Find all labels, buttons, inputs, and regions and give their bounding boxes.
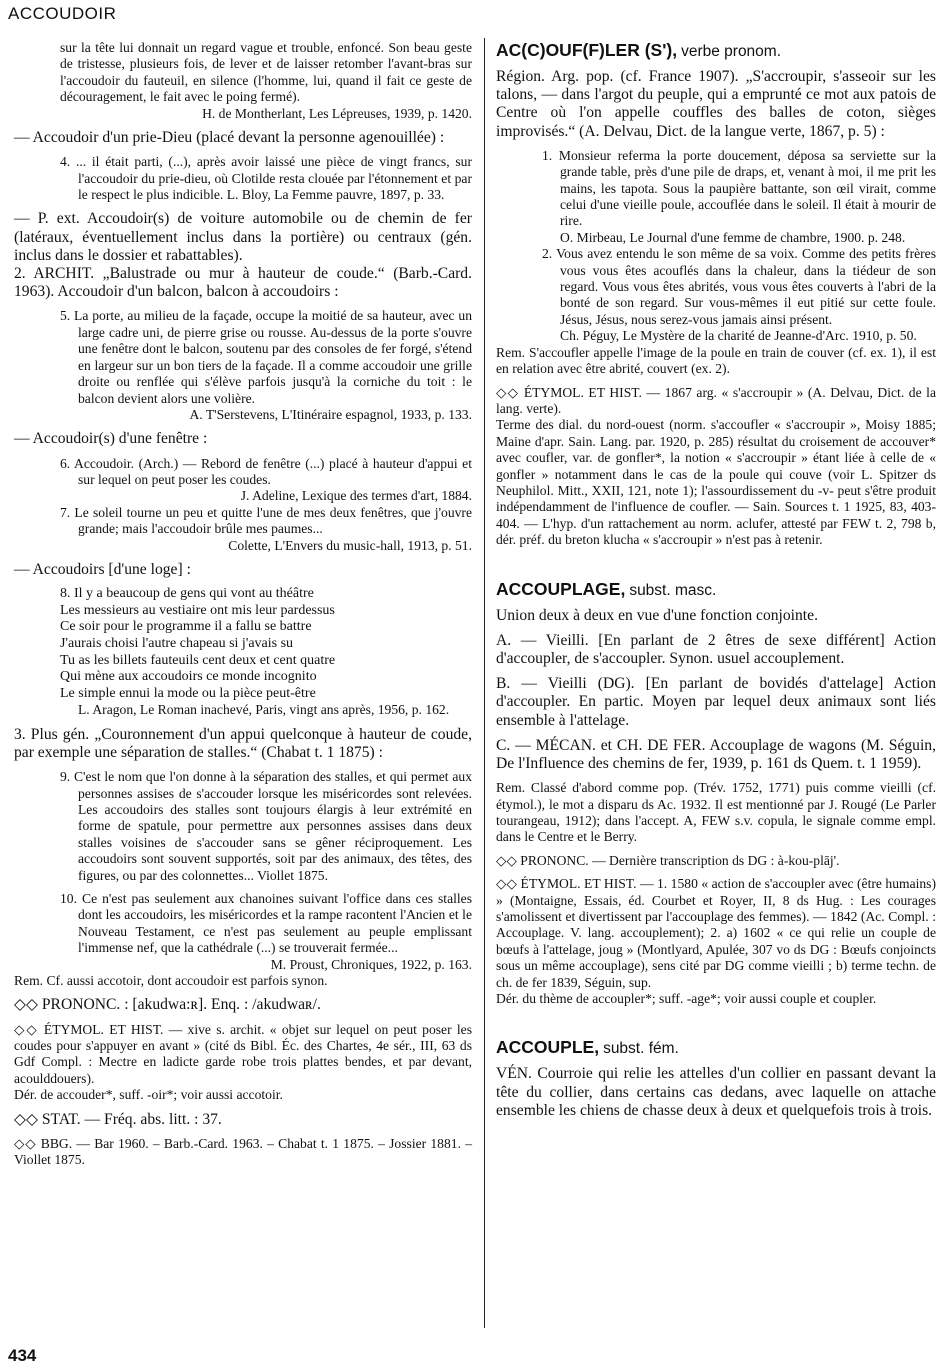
citation-source: A. T'Serstevens, L'Itinéraire espagnol, 1933, p. 133. <box>189 406 472 422</box>
citation-source: O. Mirbeau, Le Journal d'une femme de chambre, 1900. p. 248. <box>560 229 906 245</box>
derivation-note: Dér. du thème de accoupler*; suff. -age*; voir aussi couple et coupler. <box>496 991 877 1007</box>
definition: — Accoudoir d'un prie-Dieu (placé devant la personne agenouillée) : <box>14 129 445 147</box>
part-of-speech: verbe pronom. <box>681 43 782 60</box>
citation-text: 5. La porte, au milieu de la façade, occupe la moitié de sa hauteur, avec un large cadre uni, de pierre grise ou rousse. Au-dessus de la porte s'ouvre une fenêtre dont le balcon, soutenu par des consoles de fer forgé, s'étend en largeur sur un bon tiers de la façade. Il a comme accoudoir une grille droite ou renflée qui s'élève parfois jusqu'à la corniche du toit : le balcon devient alors une volière. <box>60 308 472 406</box>
bibliography-section: ◇◇ BBG. — Bar 1960. – Barb.-Card. 1963. – Chabat t. 1 1875. – Jossier 1881. – Viollet 1875. <box>14 1135 472 1168</box>
verse-line: J'aurais choisi l'autre chapeau si j'avais su <box>60 635 294 651</box>
citation-text: 7. Le soleil tourne un peu et quitte l'une de mes deux fenêtres, que j'ouvre grande; mais l'accoudoir brûle mes paumes... <box>60 504 472 537</box>
verse-line: Les messieurs au vestiaire ont mis leur pardessus <box>60 602 335 618</box>
page-number: 434 <box>8 1346 37 1365</box>
headword: ACCOUPLE, <box>496 1037 600 1058</box>
etymology-note: Terme des dial. du nord-ouest (norm. s'accoufler « s'accroupir », Moisy 1885; Maine d'apr. Sain. Lang. par. 1920, p. 285) résultat du croisement de accouver* avec coufler, var. de gonfler*, la notion « s'accroupir » étant liée à celle de « gonfler » notamment dans le cas de la poule qui couve (voir L. Spitzer ds Neuphilol. Mitt., XXII, 121, note 1); l'assourdissement du -v- peut s'être produit indépendamment de l'influence de coufler. — Sain. Sources t. 1 1925, 83, 403-404. — L'hyp. d'un rattachement au norm. aclufer, attesté par FEW t. 2, 798 b, dér. préf. du breton klucha « s'accroupir » n'est pas à retenir. <box>496 417 936 548</box>
running-head: ACCOUDOIR <box>8 4 117 23</box>
citation-source: H. de Montherlant, Les Lépreuses, 1939, p. 1420. <box>202 105 472 121</box>
citation-text: 10. Ce n'est pas seulement aux chanoines suivant l'office dans ces stalles dont les accoudoirs, les miséricordes et la rampe racontent l'Ancien et le Nouveau Testament, ce n'est pas seulement au peuple emplissant l'immense nef, que la cathédrale (...) se trouverait fermée... <box>60 890 472 956</box>
pronunciation-section: ◇◇ PRONONC. — Dernière transcription ds DG : à-kou-plāj'. <box>496 852 840 868</box>
statistics-section: ◇◇ STAT. — Fréq. abs. litt. : 37. <box>14 1110 222 1128</box>
remark: Rem. S'accoufler appelle l'image de la poule en train de couver (cf. ex. 1), il est en relation avec être abrité, couvert (ex. 2). <box>496 344 936 377</box>
part-of-speech: subst. masc. <box>629 581 717 599</box>
citation-text: 4. ... il était parti, (...), après avoir laissé une pièce de vingt francs, sur l'accoudoir du prie-dieu, où Clotilde resta clouée par l'étonnement et par le respect le plus indicible. L. Bloy, La Femme pauvre, 1897, p. 33. <box>60 154 472 203</box>
definition: 3. Plus gén. „Couronnement d'un appui quelconque à hauteur de coude, par exemple une séparation de stalles.“ (Chabat t. 1 1875) : <box>14 725 472 761</box>
sense-a: A. — Vieilli. [En parlant de 2 êtres de sexe différent] Action d'accoupler, de s'accoupler. Synon. usuel accouplement. <box>496 631 936 667</box>
verse-line: Ce soir pour le programme il a fallu se battre <box>60 619 312 635</box>
definition: VÉN. Courroie qui relie les attelles d'un collier en passant devant la tête du collier, dans certains cas dedans, avec laquelle on attache ensemble les chiens de chasse deux à deux et quelquefois trois à trois. <box>496 1065 936 1119</box>
definition: — Accoudoirs [d'une loge] : <box>14 560 191 578</box>
citation-text: 9. C'est le nom que l'on donne à la séparation des stalles, et qui permet aux personnes assises de s'accouder lorsque les miséricordes sont relevées. Les accoudoirs des stalles sont toujours élargis à leur extrémité en forme de spatule, pour permettre aux personnes assises dans deux stalles voisines de s'accouder sans se gêner réciproquement. Les accoudoirs sont souvent supportés, soit par des animaux, des têtes, des figures, ou par des colonnettes... Viollet 1875. <box>60 769 472 883</box>
citation-source: L. Aragon, Le Roman inachevé, Paris, vingt ans après, 1956, p. 162. <box>78 702 450 718</box>
sense-c: C. — MÉCAN. et CH. DE FER. Accouplage de wagons (M. Séguin, De l'Influence des chemins de fer, 1939, p. 161 ds Quem. t. 1 1959). <box>496 736 936 772</box>
headword: ACCOUPLAGE, <box>496 578 626 599</box>
citation-text: sur la tête lui donnait un regard vague et trouble, enfoncé. Son beau geste de tristesse, plusieurs fois, de lever et de laisser retomber l'avant-bras sur l'accoudoir du fauteuil, en silence (l'homme, lui, quand il fait ce geste de découragement, le fait avec le poing fermé). <box>60 40 472 105</box>
column-divider <box>484 38 485 1328</box>
definition: — Accoudoir(s) d'une fenêtre : <box>14 430 208 448</box>
definition: Union deux à deux en vue d'une fonction conjointe. <box>496 606 818 624</box>
pronunciation-section: ◇◇ PRONONC. : [akudwa:ʀ]. Enq. : /akudwaʀ/. <box>14 996 321 1014</box>
verse-line: Qui mène aux accoudoirs ce monde incognito <box>60 669 317 685</box>
citation-text: 2. Vous avez entendu le son même de sa voix. Comme des petits frères vous vous êtes acouflés dans la chaleur, dans la tiédeur de son regard. Vous vous êtes abrités, vous vous êtes couverts à l'abri de la bonté de son regard. Sur vous-mêmes il eut pitié sur cette foule. Jésus, Jésus, nous serez-vous jamais ainsi présent. <box>542 246 936 327</box>
verse-line: Tu as les billets fauteuils cent deux et cent quatre <box>60 652 336 668</box>
etymology-section: ◇◇ ÉTYMOL. ET HIST. — 1. 1580 « action de s'accoupler avec (être humains) » (Montaigne, Essais, éd. Courbet et Royer, II, 8 ds Hug. : Les courages s'amolissent et divertissent par l'accouplage des femmes). — 1842 (Ac. Compl. : Accouplage. V. lang. accouplement); 2. a) 1602 « ce qui relie un couple de bœufs à l'attelage, joug » (Montlyard, Apulée, 307 vo ds DG : Bœufs conjoincts sous un même accouplage), sens cité par DG comme vieilli ; b) terme techn. de ch. de fer 1839, Séguin, sup. <box>496 876 936 990</box>
verse-line: Le simple ennui la mode ou la pièce peut-être <box>60 685 316 701</box>
right-column <box>496 40 936 1120</box>
definition: 2. ARCHIT. „Balustrade ou mur à hauteur de coude.“ (Barb.-Card. 1963). Accoudoir d'un balcon, balcon à accoudoirs : <box>14 265 472 301</box>
derivation-note: Dér. de accouder*, suff. -oir*; voir aussi accotoir. <box>14 1087 283 1103</box>
citation-source: Ch. Péguy, Le Mystère de la charité de Jeanne-d'Arc. 1910, p. 50. <box>560 328 917 344</box>
remark: Rem. Cf. aussi accotoir, dont accoudoir est parfois synon. <box>14 973 328 988</box>
citation-text: 6. Accoudoir. (Arch.) — Rebord de fenêtre (...) placé à hauteur d'appui et sur lequel on peut poser les coudes. <box>60 455 472 487</box>
etymology-section: ◇◇ ÉTYMOL. ET HIST. — 1867 arg. « s'accroupir » (A. Delvau, Dict. de la lang. verte). <box>496 384 936 416</box>
definition: Région. Arg. pop. (cf. France 1907). „S'accroupir, s'asseoir sur les talons, — dans l'argot du peuple, qui a emprunté ce mot aux patois de Centre où l'on appelle couffles des balles de coton, sièges improvisés.“ (A. Delvau, Dict. de la langue verte, 1867, p. 5) : <box>496 68 936 140</box>
remark: Rem. Classé d'abord comme pop. (Trév. 1752, 1771) puis comme vieilli (cf. étymol.), le mot a disparu ds Ac. 1932. Il est mentionné par J. Rougé (Le Parler tourangeau, 1912); dans l'accept. A, FEW s.v. copula, le signale comme empl. dans le Centre et le Berry. <box>496 780 936 845</box>
definition: — P. ext. Accoudoir(s) de voiture automobile ou de chemin de fer (latéraux, éventuellement inclus dans la portière) ou centraux (gén. inclus dans le dossier et rabattables). <box>14 210 472 264</box>
citation-text: 1. Monsieur referma la porte doucement, déposa sa serviette sur la grande table, près d'une pile de draps, et, venant à moi, il me prit les mains, les tapota. Sous la paupière battante, son œil virait, comme celui d'une vieille poule, accouflée dans le soleil. Il était à mourir de rire. <box>542 147 936 229</box>
citation-source: J. Adeline, Lexique des termes d'art, 1884. <box>240 488 472 504</box>
headword: AC(C)OUF(F)LER (S'), <box>496 40 678 60</box>
citation-source: M. Proust, Chroniques, 1922, p. 163. <box>270 956 472 972</box>
part-of-speech: subst. fém. <box>603 1040 679 1058</box>
verse-line: 8. Il y a beaucoup de gens qui vont au théâtre <box>60 586 314 602</box>
left-column <box>14 40 472 1169</box>
sense-b: B. — Vieilli (DG). [En parlant de bovidés d'attelage] Action d'accoupler. En partic. Moyen par lequel deux animaux sont liés ensemble à l'attelage. <box>496 675 936 729</box>
etymology-section: ◇◇ ÉTYMOL. ET HIST. — xive s. archit. « objet sur lequel on peut poser les coudes pour s'appuyer en avant » (cité ds Bibl. Éc. des Chartes, 4e sér., III, 63 ds Gdf Compl. : Mectre en ladicte garde robe trois plattes bendes, et par devant, acoulddouers). <box>14 1021 472 1086</box>
citation-source: Colette, L'Envers du music-hall, 1913, p. 51. <box>228 537 472 553</box>
